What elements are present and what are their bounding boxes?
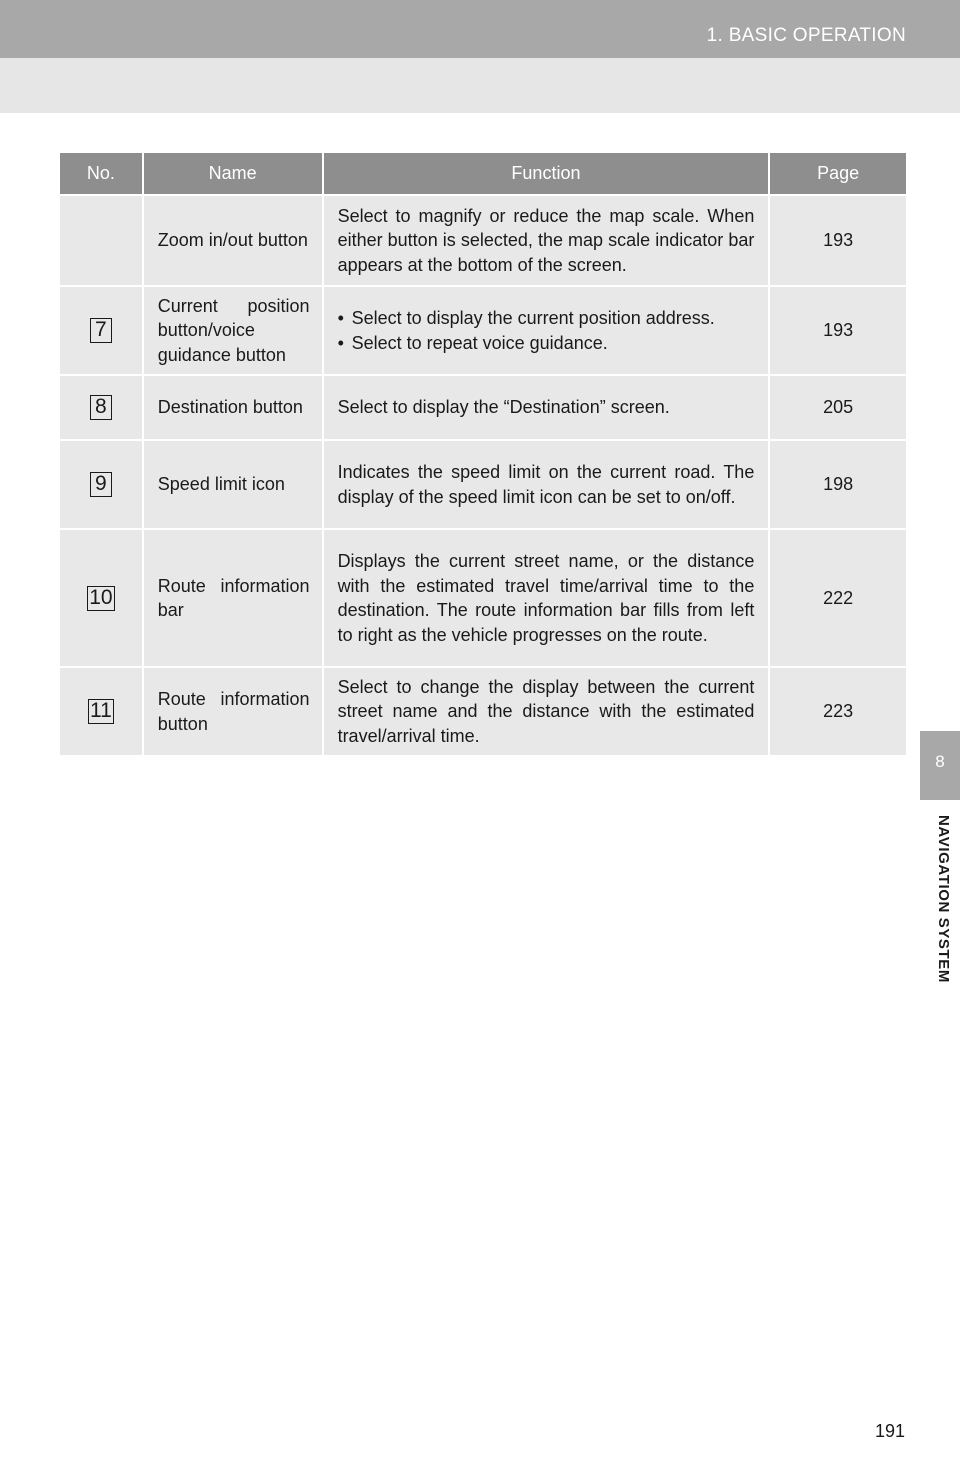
row-page: 198 bbox=[770, 439, 906, 528]
function-table bbox=[60, 153, 906, 755]
item-number-badge: 7 bbox=[90, 318, 112, 343]
section-title: 1. BASIC OPERATION bbox=[706, 25, 906, 46]
chapter-title: NAVIGATION SYSTEM bbox=[935, 815, 952, 983]
row-name: Route information bar bbox=[144, 528, 324, 666]
page-number: 191 bbox=[874, 1421, 905, 1441]
row-page: 193 bbox=[770, 194, 906, 285]
row-function bbox=[324, 285, 771, 374]
column-header-no: No. bbox=[60, 153, 144, 194]
column-header-function: Function bbox=[324, 153, 771, 194]
row-name: Route information button bbox=[144, 666, 324, 755]
column-header-page: Page bbox=[770, 153, 906, 194]
chapter-tab: 8 bbox=[920, 731, 960, 800]
row-page: 193 bbox=[770, 285, 906, 374]
table-row bbox=[60, 666, 906, 755]
table-row bbox=[60, 439, 906, 528]
row-number-cell bbox=[60, 439, 144, 528]
item-number-badge: 10 bbox=[89, 585, 113, 609]
table-row bbox=[60, 528, 906, 666]
row-number-cell bbox=[60, 194, 144, 285]
row-page: 222 bbox=[770, 528, 906, 666]
item-number-badge: 8 bbox=[90, 395, 112, 420]
function-bullet: • Select to repeat voice guidance. bbox=[338, 331, 755, 356]
row-function: Select to magnify or reduce the map scale. When either button is selected, the map scale indicator bar appears at the bottom of the screen. bbox=[324, 194, 771, 285]
item-number-badge: 9 bbox=[90, 472, 112, 497]
function-bullet: • Select to display the current position address. bbox=[338, 306, 755, 331]
row-function: Displays the current street name, or the distance with the estimated travel time/arrival time to the destination. The route information bar fills from left to right as the vehicle progresses on the route. bbox=[324, 528, 771, 666]
table-row bbox=[60, 194, 906, 285]
row-name: Current position button/voice guidance button bbox=[144, 285, 324, 374]
row-number-cell bbox=[60, 666, 144, 755]
table-row bbox=[60, 374, 906, 439]
row-function: Select to change the display between the current street name and the distance with the estimated travel/arrival time. bbox=[324, 666, 771, 755]
row-name: Zoom in/out button bbox=[144, 194, 324, 285]
table-header-row bbox=[60, 153, 906, 194]
row-page: 205 bbox=[770, 374, 906, 439]
row-name: Destination button bbox=[144, 374, 324, 439]
subheader-band bbox=[0, 58, 960, 113]
row-number-cell bbox=[60, 528, 144, 666]
table-row bbox=[60, 285, 906, 374]
row-page: 223 bbox=[770, 666, 906, 755]
row-number-cell bbox=[60, 285, 144, 374]
column-header-name: Name bbox=[144, 153, 324, 194]
function-bullet-list bbox=[338, 306, 755, 355]
row-function: Select to display the “Destination” screen. bbox=[324, 374, 771, 439]
row-number-cell bbox=[60, 374, 144, 439]
row-name: Speed limit icon bbox=[144, 439, 324, 528]
item-number-badge: 11 bbox=[89, 699, 112, 722]
row-function: Indicates the speed limit on the current road. The display of the speed limit icon can be set to on/off. bbox=[324, 439, 771, 528]
